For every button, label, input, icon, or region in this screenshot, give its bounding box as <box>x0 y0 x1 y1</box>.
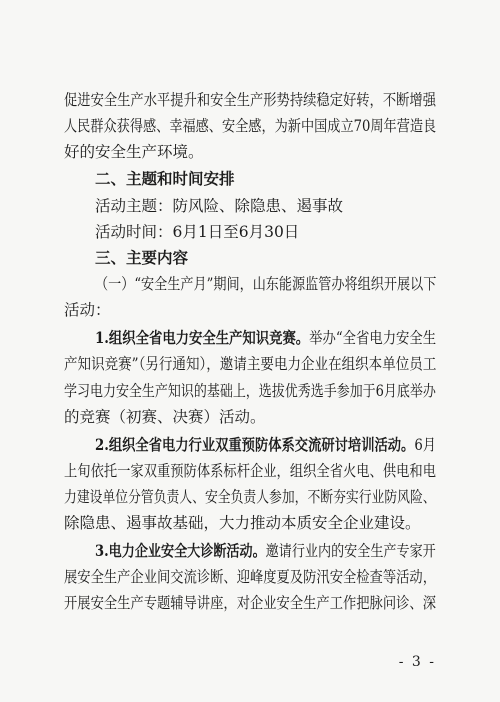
section-3-intro-line-1: （一）“安全生产月”期间，山东能源监管办将组织开展以下 <box>95 275 437 293</box>
item-2-line-2: 上旬依托一家双重预防体系标杆企业，组织全省火电、供电和电 <box>64 462 436 480</box>
activity-time: 活动时间：6月1日至6月30日 <box>95 223 300 241</box>
page-number: - 3 - <box>398 654 436 670</box>
item-2-line-1 <box>95 434 436 456</box>
section-3-heading: 三、主要内容 <box>95 248 189 267</box>
item-1-text: 举办“全省电力安全生 <box>309 329 437 347</box>
item-1-line-3: 学习电力安全生产知识的基础上，选拔优秀选手参加于6月底举办 <box>64 382 436 400</box>
activity-theme: 活动主题：防风险、除隐患、遏事故 <box>95 197 344 215</box>
item-2-title: 2.组织全省电力行业双重预防体系交流研讨培训活动。 <box>95 435 415 454</box>
item-2-line-4: 除隐患、遏事故基础，大力推动本质安全企业建设。 <box>64 514 421 532</box>
section-3-intro-line-2: 活动： <box>64 301 111 319</box>
item-1-title: 1.组织全省电力安全生产知识竞赛。 <box>95 328 310 347</box>
intro-line-2: 人民群众获得感、幸福感、安全感，为新中国成立70周年营造良 <box>64 117 437 135</box>
item-1-line-2: 产知识竞赛”（另行通知），邀请主要电力企业在组织本单位员工 <box>64 355 437 373</box>
item-2-text: 6月 <box>414 436 437 454</box>
item-3-line-2: 展安全生产企业间交流诊断、迎峰度夏及防汛安全检查等活动， <box>64 568 436 586</box>
section-2-heading: 二、主题和时间安排 <box>95 169 235 188</box>
item-3-line-3: 开展安全生产专题辅导讲座，对企业安全生产工作把脉问诊、深 <box>64 594 436 612</box>
item-3-text: 邀请行业内的安全生产专家开 <box>265 542 436 560</box>
item-1-line-1 <box>95 327 436 349</box>
item-3-line-1 <box>95 540 436 562</box>
intro-line-1: 促进安全生产水平提升和安全生产形势持续稳定好转，不断增强 <box>64 91 436 109</box>
item-3-title: 3.电力企业安全大诊断活动。 <box>95 541 266 560</box>
intro-line-3: 好的安全生产环境。 <box>64 143 204 161</box>
item-1-line-4: 的竞赛（初赛、决赛）活动。 <box>64 408 266 426</box>
item-2-line-3: 力建设单位分管负责人、安全负责人参加，不断夯实行业防风险、 <box>64 488 436 506</box>
